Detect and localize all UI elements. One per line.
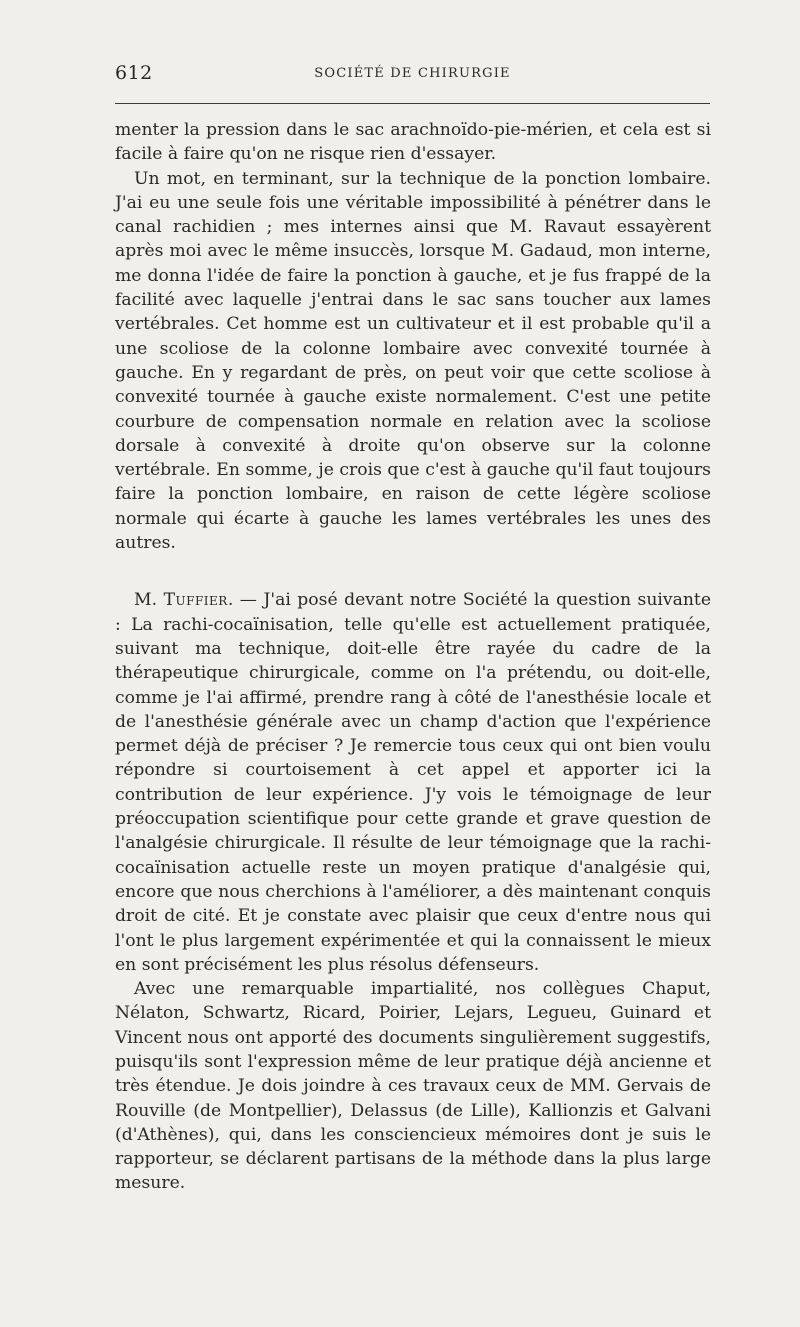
journal-title: SOCIÉTÉ DE CHIRURGIE <box>314 66 511 81</box>
body-text <box>115 118 711 1196</box>
page-number: 612 <box>115 62 153 84</box>
running-head <box>115 62 710 92</box>
speaker-name: Tuffier <box>163 590 228 611</box>
paragraph-impartiality: Avec une remarquable impartialité, nos collègues Chaput, Nélaton, Schwartz, Ricard, Poirier, Lejars, Legueu, Guinard et Vincent nous ont apporté des documents singulièrement suggestifs, puisqu'ils sont l'expression même de leur pratique déjà ancienne et très étendue. Je dois joindre à ces travaux ceux de MM. Gervais de Rouville (de Montpellier), Delassus (de Lille), Kallionzis et Galvani (d'Athènes), qui, dans les consciencieux mémoires dont je suis le rapporteur, se déclarent partisans de la méthode dans la plus large mesure. <box>115 979 711 1194</box>
header-rule <box>115 103 710 104</box>
speaker-prefix: M. <box>134 590 164 611</box>
paragraph-tuffier <box>115 588 711 977</box>
speech-text: J'ai posé devant notre Société la question suivante : La rachi-cocaïnisation, telle qu'elle est actuellement pratiquée, suivant ma technique, doit-elle être rayée du cadre de la thérapeutique chirurgicale, comme on l'a prétendu, ou doit-elle, comme je l'ai affirmé, prendre rang à côté de l'anesthésie locale et de l'anesthésie générale avec un champ d'action que l'expérience permet déjà de préciser ? Je remercie tous ceux qui ont bien voulu répondre si courtoisement à cet appel et apporter ici la contribution de leur expérience. J'y vois le témoignage de leur préoccupation scientifique pour cette grande et grave question de l'analgésie chirurgicale. Il résulte de leur témoignage que la rachi-cocaïnisation actuelle reste un moyen pratique d'analgésie qui, encore que nous cherchions à l'améliorer, a dès maintenant conquis droit de cité. Et je constate avec plaisir que ceux d'entre nous qui l'ont le plus largement expérimentée et qui la connaissent le mieux en sont précisément les plus résolus défenseurs. <box>115 590 711 975</box>
paragraph-continued: menter la pression dans le sac arachnoïdo-pie-mérien, et cela est si facile à faire qu'on ne risque rien d'essayer. <box>115 120 711 165</box>
paragraph-lumbar-puncture: Un mot, en terminant, sur la technique de la ponction lombaire. J'ai eu une seule fois une véritable impossibilité à pénétrer dans le canal rachidien ; mes internes ainsi que M. Ravaut essayèrent après moi avec le même insuccès, lorsque M. Gadaud, mon interne, me donna l'idée de faire la ponction à gauche, et je fus frappé de la facilité avec laquelle j'entrai dans le sac sans toucher aux lames vertébrales. Cet homme est un cultivateur et il est probable qu'il a une scoliose de la colonne lombaire avec convexité tournée à gauche. En y regardant de près, on peut voir que cette scoliose à convexité tournée à gauche existe normalement. C'est une petite courbure de compensation normale en relation avec la scoliose dorsale à convexité à droite qu'on observe sur la colonne vertébrale. En somme, je crois que c'est à gauche qu'il faut toujours faire la ponction lombaire, en raison de cette légère scoliose normale qui écarte à gauche les lames vertébrales les unes des autres. <box>115 168 711 554</box>
section-gap <box>115 555 711 588</box>
speaker-separator: . — <box>227 590 264 611</box>
